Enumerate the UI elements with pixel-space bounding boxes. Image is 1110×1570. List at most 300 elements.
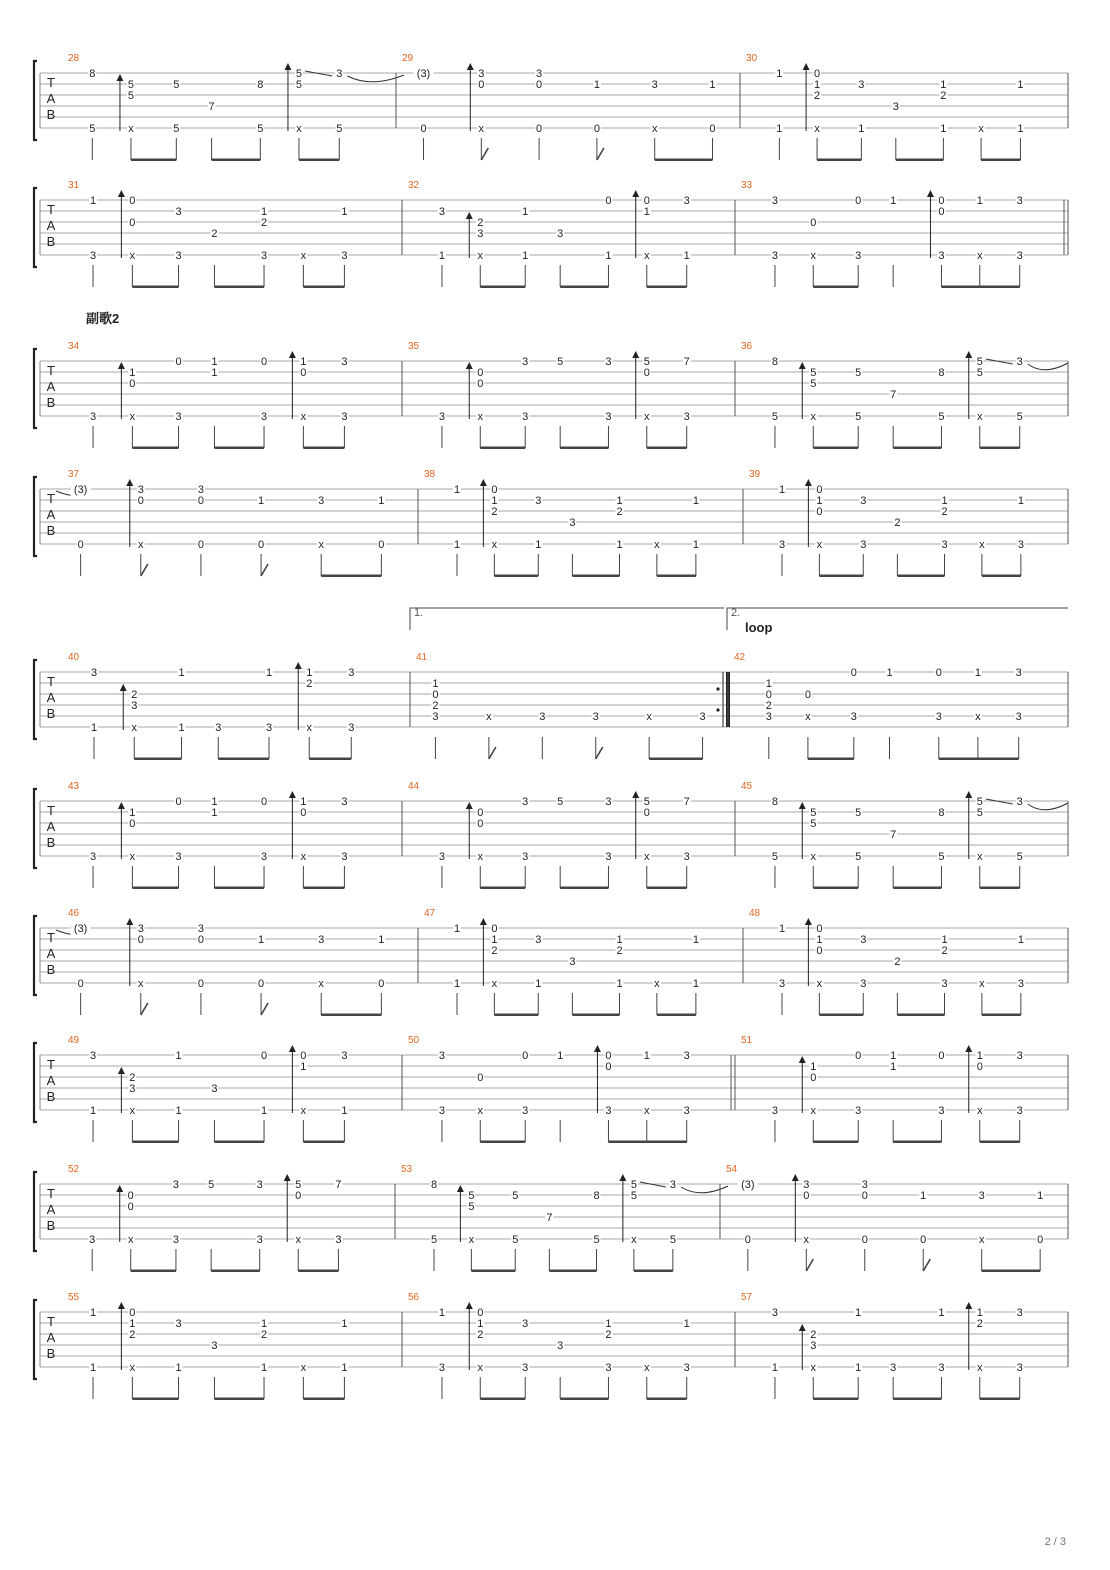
tab-system xyxy=(34,53,1068,161)
strum-arrow-head xyxy=(289,351,296,358)
tab-clef-letter: A xyxy=(46,1202,56,1217)
strum-arrow-head xyxy=(116,74,123,81)
dead-note: x xyxy=(816,978,823,990)
fret-number: 1 xyxy=(265,667,273,679)
measure xyxy=(396,53,716,161)
first-ending-label: 1. xyxy=(414,607,424,619)
dead-note: x xyxy=(651,123,658,135)
fret-number: 5 xyxy=(855,807,862,819)
fret-number: 5 xyxy=(771,411,779,423)
fret-number: 3 xyxy=(175,206,182,218)
fret-number: 3 xyxy=(539,711,546,723)
fret-number: 8 xyxy=(89,68,96,80)
rhythm-beam xyxy=(132,1141,178,1144)
fret-number: 0 xyxy=(814,68,821,80)
dead-note: x xyxy=(644,1105,650,1117)
fret-number: 1 xyxy=(535,539,542,551)
rhythm-beam xyxy=(309,758,351,761)
rhythm-beam xyxy=(299,159,339,162)
rhythm-beam xyxy=(303,1398,344,1401)
fret-number: 1 xyxy=(940,123,947,135)
fret-number: 5 xyxy=(771,851,779,863)
fret-number: 5 xyxy=(855,367,862,379)
fret-number: 5 xyxy=(810,378,817,390)
system-bracket xyxy=(34,916,37,995)
fret-number: 1 xyxy=(129,367,136,379)
measure xyxy=(735,1035,1024,1143)
fret-number: 5 xyxy=(336,123,343,135)
fret-number: 3 xyxy=(860,539,867,551)
dead-note: x xyxy=(979,978,985,990)
fret-number: 0 xyxy=(643,195,650,207)
fret-number: 2 xyxy=(894,517,901,529)
fret-number: 1 xyxy=(605,1318,612,1330)
fret-number: 3 xyxy=(211,1083,218,1095)
fret-number: 5 xyxy=(938,851,945,863)
rhythm-beam xyxy=(218,758,269,761)
fret-number: 3 xyxy=(137,923,144,935)
strum-arrow-head xyxy=(803,63,810,70)
fret-number: 3 xyxy=(89,851,97,863)
fret-number: 3 xyxy=(348,722,355,734)
rhythm-beam xyxy=(303,887,344,890)
fret-number: 3 xyxy=(477,228,484,240)
fret-number: 0 xyxy=(175,796,182,808)
measure xyxy=(743,469,1025,577)
rhythm-flag xyxy=(489,747,496,759)
fret-number: 5 xyxy=(976,796,983,808)
rhythm-beam xyxy=(893,447,941,450)
fret-number: 0 xyxy=(129,217,136,229)
fret-number: 0 xyxy=(477,1307,484,1319)
fret-number: 8 xyxy=(771,796,779,808)
fret-number: 1 xyxy=(175,1105,182,1117)
dead-note: x xyxy=(318,978,324,990)
rhythm-beam xyxy=(134,758,181,761)
fret-number: 2 xyxy=(814,90,821,102)
measure xyxy=(740,53,1024,161)
strum-arrow-head xyxy=(594,1045,601,1052)
fret-number: 1 xyxy=(341,206,348,218)
measure-number: 50 xyxy=(408,1035,420,1046)
fret-number: 0 xyxy=(810,1072,817,1084)
rhythm-beam xyxy=(813,1398,858,1401)
fret-number: 1 xyxy=(1017,495,1024,507)
rhythm-beam xyxy=(303,286,344,289)
fret-number: 1 xyxy=(810,1061,817,1073)
fret-number: 1 xyxy=(814,79,821,91)
dead-note: x xyxy=(300,851,307,863)
fret-number: 3 xyxy=(1016,250,1023,262)
fret-number: 2 xyxy=(129,1329,136,1341)
strum-arrow-head xyxy=(965,791,972,798)
fret-number: 3 xyxy=(341,796,348,808)
fret-number: 5 xyxy=(810,807,817,819)
fret-number: 0 xyxy=(260,796,268,808)
fret-number: 3 xyxy=(1015,667,1022,679)
dead-note: x xyxy=(644,250,650,262)
dead-note: x xyxy=(810,851,817,863)
fret-number: 2 xyxy=(477,217,484,229)
repeat-dot xyxy=(716,687,719,690)
fret-number: 0 xyxy=(861,1234,868,1246)
fret-number: 5 xyxy=(208,1179,215,1191)
dead-note: x xyxy=(129,1362,136,1374)
loop-label: loop xyxy=(745,620,773,635)
fret-number: 3 xyxy=(860,495,867,507)
fret-number: 0 xyxy=(935,667,942,679)
tab-clef-letter: B xyxy=(46,1218,56,1233)
fret-number: 0 xyxy=(804,689,811,701)
slide-line xyxy=(305,71,332,76)
fret-number: 5 xyxy=(810,818,817,830)
fret-number: 1 xyxy=(886,667,893,679)
measure xyxy=(56,469,385,577)
fret-number: 3 xyxy=(265,722,273,734)
fret-number: 3 xyxy=(683,1105,690,1117)
fret-number: 1 xyxy=(771,1362,779,1374)
dead-note: x xyxy=(477,1362,484,1374)
tab-clef-letter: A xyxy=(46,819,56,834)
measure-number: 48 xyxy=(749,908,761,919)
fret-number: 1 xyxy=(1017,79,1024,91)
dead-note: x xyxy=(477,851,484,863)
fret-number: 1 xyxy=(974,667,981,679)
rhythm-beam xyxy=(211,1270,260,1273)
fret-number: 0 xyxy=(127,1190,134,1202)
strum-arrow-head xyxy=(805,479,812,486)
fret-number: 7 xyxy=(335,1179,342,1191)
measure xyxy=(68,781,348,889)
fret-number: 5 xyxy=(173,79,180,91)
fret-number: 1 xyxy=(616,934,623,946)
measure xyxy=(728,652,1023,760)
fret-number: 3 xyxy=(941,978,948,990)
rhythm-beam xyxy=(657,575,696,578)
fret-number: 3 xyxy=(1016,195,1023,207)
measure xyxy=(402,341,691,449)
rhythm-beam xyxy=(132,286,178,289)
fret-number: 3 xyxy=(890,1362,897,1374)
fret-number: 5 xyxy=(976,807,983,819)
measure xyxy=(735,341,1068,449)
tab-system xyxy=(34,1164,1068,1272)
fret-number: 0 xyxy=(129,818,136,830)
fret-number: 0 xyxy=(77,978,84,990)
fret-number: 5 xyxy=(855,411,862,423)
measure-number: 37 xyxy=(68,469,80,480)
dead-note: x xyxy=(644,411,650,423)
tab-clef-letter: A xyxy=(46,1330,56,1345)
fret-number: 5 xyxy=(89,123,96,135)
fret-number: 1 xyxy=(938,1307,945,1319)
fret-number: 1 xyxy=(378,934,385,946)
fret-number: 0 xyxy=(850,667,857,679)
dead-note: x xyxy=(816,539,823,551)
strum-arrow-head xyxy=(632,190,639,197)
fret-number: 1 xyxy=(258,934,265,946)
fret-number: 1 xyxy=(258,495,265,507)
fret-number: 1 xyxy=(432,678,439,690)
fret-number: 3 xyxy=(938,1362,945,1374)
tab-clef-letter: A xyxy=(46,507,56,522)
fret-number: 0 xyxy=(477,807,484,819)
dead-note: x xyxy=(138,539,144,551)
fret-number: 2 xyxy=(131,689,138,701)
fret-number: 8 xyxy=(430,1179,438,1191)
tab-clef-letter: A xyxy=(46,946,56,961)
fret-number: 3 xyxy=(175,851,182,863)
fret-number: 3 xyxy=(569,956,576,968)
fret-number: 8 xyxy=(771,356,779,368)
measure xyxy=(735,180,1064,288)
fret-number: 3 xyxy=(318,934,325,946)
fret-number: 3 xyxy=(348,667,355,679)
fret-number: 1 xyxy=(453,978,461,990)
dead-note: x xyxy=(977,851,983,863)
first-ending-bracket xyxy=(410,608,724,630)
fret-number: 1 xyxy=(491,934,498,946)
rhythm-beam xyxy=(897,575,944,578)
second-ending-bracket xyxy=(727,608,1068,630)
fret-number: 0 xyxy=(378,539,385,551)
fret-number: 3 xyxy=(137,484,144,496)
fret-number: 1 xyxy=(643,206,650,218)
slide-line xyxy=(986,359,1013,364)
fret-number: 1 xyxy=(776,123,783,135)
fret-number: 1 xyxy=(89,1362,97,1374)
fret-number: 2 xyxy=(129,1072,136,1084)
measure-number: 42 xyxy=(734,652,746,663)
measure xyxy=(395,1164,728,1272)
measure-number: 40 xyxy=(68,652,80,663)
dead-note: x xyxy=(486,711,492,723)
fret-number: 0 xyxy=(816,506,823,518)
fret-number: 0 xyxy=(258,539,265,551)
fret-number: 1 xyxy=(616,978,623,990)
dead-note: x xyxy=(977,1105,983,1117)
measure-number: 53 xyxy=(401,1164,413,1175)
fret-number: 5 xyxy=(430,1234,438,1246)
fret-number: 3 xyxy=(89,411,97,423)
dead-note: x xyxy=(129,1105,136,1117)
fret-number: 1 xyxy=(341,1318,348,1330)
fret-number: 0 xyxy=(709,123,716,135)
fret-number: 5 xyxy=(127,79,135,91)
strum-arrow-head xyxy=(118,190,125,197)
strum-arrow-head xyxy=(632,791,639,798)
fret-number: 3 xyxy=(858,79,865,91)
rhythm-beam xyxy=(298,1270,338,1273)
strum-arrow-head xyxy=(799,1324,806,1331)
fret-number: 0 xyxy=(300,807,307,819)
fret-number: 1 xyxy=(491,495,498,507)
fret-number: 1 xyxy=(920,1190,927,1202)
fret-number: 1 xyxy=(260,206,268,218)
measure xyxy=(418,908,700,1016)
strum-arrow-head xyxy=(126,918,133,925)
tab-system xyxy=(34,607,1068,760)
fret-number: 5 xyxy=(127,90,135,102)
fret-number: 1 xyxy=(175,1362,182,1374)
strum-arrow-head xyxy=(467,63,474,70)
fret-number: 0 xyxy=(938,206,945,218)
tie-arc xyxy=(681,1186,728,1193)
tab-clef-letter: T xyxy=(47,363,55,378)
tab-system xyxy=(34,1035,1068,1143)
fret-number: 1 xyxy=(438,1307,446,1319)
rhythm-beam xyxy=(560,286,608,289)
dead-note: x xyxy=(631,1234,637,1246)
dead-note: x xyxy=(814,123,820,135)
fret-number: 1 xyxy=(976,1307,983,1319)
rhythm-beam xyxy=(939,758,978,761)
measure xyxy=(735,1292,1024,1400)
dead-note: x xyxy=(129,851,136,863)
rhythm-beam xyxy=(980,286,1020,289)
measure xyxy=(402,1292,691,1400)
rhythm-beam xyxy=(549,1270,596,1273)
fret-number: 0 xyxy=(855,195,862,207)
fret-number: 3 xyxy=(172,1234,180,1246)
rhythm-beam xyxy=(572,1014,619,1017)
fret-number: 3 xyxy=(651,79,658,91)
fret-number: 3 xyxy=(778,978,786,990)
section-label: 副歌2 xyxy=(86,311,120,326)
measure-number: 43 xyxy=(68,781,80,792)
fret-number: 1 xyxy=(1017,123,1024,135)
fret-number: 3 xyxy=(803,1179,810,1191)
dead-note: x xyxy=(296,123,302,135)
fret-number: 1 xyxy=(129,1318,136,1330)
measure-number: 31 xyxy=(68,180,80,191)
strum-arrow-head xyxy=(480,918,487,925)
tie-arc xyxy=(1028,363,1068,370)
fret-number: 3 xyxy=(938,250,945,262)
fret-number: 3 xyxy=(941,539,948,551)
fret-number: 0 xyxy=(295,1190,302,1202)
fret-number: 2 xyxy=(765,700,772,712)
tab-clef-letter: T xyxy=(47,930,55,945)
fret-number: 5 xyxy=(1016,411,1023,423)
fret-number: 3 xyxy=(175,1318,182,1330)
rhythm-flag xyxy=(481,148,488,160)
fret-number: 0 xyxy=(810,217,817,229)
strum-arrow-head xyxy=(120,684,127,691)
fret-number: 0 xyxy=(129,1307,136,1319)
rhythm-beam xyxy=(214,887,264,890)
fret-number: 1 xyxy=(1017,934,1024,946)
measure-number: 39 xyxy=(749,469,761,480)
fret-number: 3 xyxy=(522,1318,529,1330)
fret-number: 5 xyxy=(295,68,303,80)
strum-arrow-head xyxy=(480,479,487,486)
fret-number: 1 xyxy=(890,1050,897,1062)
measure xyxy=(68,180,348,288)
measure-number: 33 xyxy=(741,180,753,191)
measure xyxy=(56,908,385,1016)
tab-clef-letter: A xyxy=(46,91,56,106)
rhythm-flag xyxy=(261,1003,268,1015)
fret-number: 1 xyxy=(605,250,612,262)
dead-note: x xyxy=(803,1234,810,1246)
tab-system xyxy=(34,1292,1068,1400)
fret-number: 3 xyxy=(522,796,529,808)
rhythm-beam xyxy=(980,887,1020,890)
rhythm-beam xyxy=(655,159,713,162)
fret-number: 0 xyxy=(536,123,543,135)
strum-arrow-head xyxy=(466,212,473,219)
strum-arrow-head xyxy=(295,662,302,669)
rhythm-beam xyxy=(981,159,1020,162)
measure-number: 47 xyxy=(424,908,436,919)
measure-number: 57 xyxy=(741,1292,753,1303)
fret-number: 3 xyxy=(683,1362,690,1374)
dead-note: x xyxy=(138,978,144,990)
fret-number: 3 xyxy=(699,711,706,723)
rhythm-beam xyxy=(896,159,944,162)
rhythm-beam xyxy=(978,758,1019,761)
rhythm-beam xyxy=(980,447,1020,450)
fret-number: 1 xyxy=(438,250,446,262)
fret-number: 0 xyxy=(803,1190,810,1202)
fret-number: 3 xyxy=(810,1340,817,1352)
measure xyxy=(743,908,1025,1016)
fret-number: 7 xyxy=(890,389,897,401)
tab-clef-letter: B xyxy=(46,706,56,721)
measure xyxy=(720,1164,1044,1272)
tab-clef-letter: A xyxy=(46,218,56,233)
fret-number: 1 xyxy=(692,934,699,946)
fret-number: 5 xyxy=(810,367,817,379)
fret-number: 3 xyxy=(522,851,529,863)
measure-number: 45 xyxy=(741,781,753,792)
strum-arrow-head xyxy=(805,918,812,925)
fret-number: 0 xyxy=(976,1061,983,1073)
rhythm-beam xyxy=(982,1270,1040,1273)
fret-number: 5 xyxy=(468,1190,475,1202)
dead-note: x xyxy=(300,1362,307,1374)
fret-number: 5 xyxy=(557,356,564,368)
fret-number: 1 xyxy=(477,1318,484,1330)
fret-number: 3 xyxy=(522,1105,529,1117)
rhythm-beam xyxy=(647,1398,687,1401)
rhythm-beam xyxy=(813,887,858,890)
strum-arrow-head xyxy=(284,63,291,70)
measure-number: 56 xyxy=(408,1292,420,1303)
rhythm-beam xyxy=(897,1014,944,1017)
fret-number: 1 xyxy=(683,250,690,262)
fret-number: 3 xyxy=(765,711,772,723)
fret-number: 3 xyxy=(683,851,690,863)
strum-arrow-head xyxy=(118,802,125,809)
fret-number: 1 xyxy=(300,1061,307,1073)
system-bracket xyxy=(34,1172,37,1251)
fret-number: 1 xyxy=(692,495,699,507)
fret-number: 1 xyxy=(300,796,307,808)
fret-number: (3) xyxy=(73,923,88,935)
strum-arrow-head xyxy=(466,362,473,369)
strum-arrow-head xyxy=(466,1302,473,1309)
fret-number: 5 xyxy=(557,796,564,808)
fret-number: 3 xyxy=(569,517,576,529)
fret-number: 3 xyxy=(438,851,446,863)
strum-arrow-head xyxy=(619,1174,626,1181)
fret-number: 0 xyxy=(522,1050,529,1062)
fret-number: 1 xyxy=(341,1105,348,1117)
fret-number: 0 xyxy=(643,807,650,819)
fret-number: 3 xyxy=(129,1083,136,1095)
